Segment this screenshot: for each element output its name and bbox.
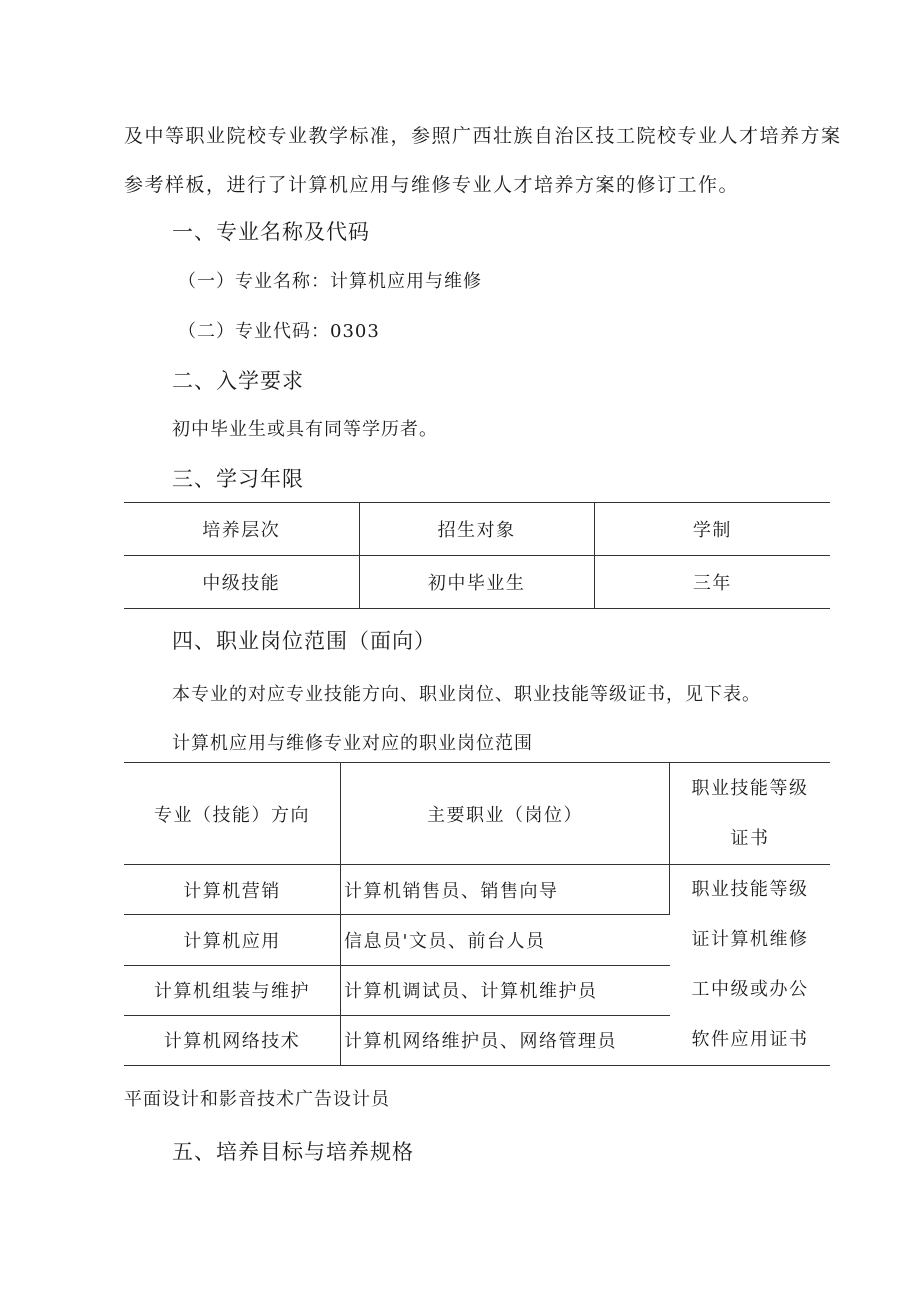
section-3-heading: 三、学习年限 [172, 467, 304, 491]
major-name: （一）专业名称：计算机应用与维修 [178, 271, 482, 292]
career-table-caption: 计算机应用与维修专业对应的职业岗位范围 [172, 733, 533, 754]
job-cell: 计算机调试员、计算机维护员 [341, 965, 670, 1015]
after-table-text: 平面设计和影音技术广告设计员 [124, 1089, 390, 1110]
section-4-intro: 本专业的对应专业技能方向、职业岗位、职业技能等级证书，见下表。 [172, 684, 761, 705]
certificate-line: 证计算机维修 [691, 929, 809, 950]
table-row [124, 556, 830, 609]
certificate-line: 软件应用证书 [691, 1029, 809, 1050]
certificate-cell [670, 865, 831, 1066]
table-header-row [124, 763, 830, 865]
major-code: （二）专业代码：0303 [178, 321, 380, 342]
direction-cell: 计算机营销 [124, 865, 341, 915]
certificate-line: 工中级或办公 [691, 979, 809, 1000]
job-cell: 计算机网络维护员、网络管理员 [341, 1015, 670, 1065]
table-cell: 初中毕业生 [359, 556, 594, 609]
direction-cell: 计算机应用 [124, 915, 341, 965]
direction-cell: 计算机组装与维护 [124, 965, 341, 1015]
table-header-cell: 专业（技能）方向 [124, 763, 341, 865]
direction-cell: 计算机网络技术 [124, 1015, 341, 1065]
job-cell: 信息员'文员、前台人员 [341, 915, 670, 965]
certificate-line: 职业技能等级 [691, 879, 809, 900]
intro-line-1: 及中等职业院校专业教学标准，参照广西壮族自治区技工院校专业人才培养方案 [124, 125, 842, 147]
study-years-table [124, 502, 830, 609]
section-4-heading: 四、职业岗位范围（面向） [172, 629, 436, 653]
table-header-cell: 培养层次 [124, 503, 359, 556]
career-scope-table [124, 762, 830, 1066]
table-cell: 中级技能 [124, 556, 359, 609]
table-header-cell: 主要职业（岗位） [341, 763, 670, 865]
certificate-header-line-1: 职业技能等级 [691, 777, 809, 799]
table-header-row [124, 503, 830, 556]
table-cell: 三年 [594, 556, 830, 609]
table-row [124, 865, 830, 915]
section-1-heading: 一、专业名称及代码 [172, 220, 370, 244]
certificate-header-line-2: 证书 [730, 827, 770, 849]
section-5-heading: 五、培养目标与培养规格 [172, 1140, 414, 1164]
table-header-cell: 招生对象 [359, 503, 594, 556]
job-cell: 计算机销售员、销售向导 [341, 865, 670, 915]
table-header-cell [670, 763, 831, 865]
admission-text: 初中毕业生或具有同等学历者。 [172, 419, 438, 440]
section-2-heading: 二、入学要求 [172, 369, 304, 393]
intro-line-2: 参考样板，进行了计算机应用与维修专业人才培养方案的修订工作。 [124, 174, 740, 196]
table-header-cell: 学制 [692, 520, 732, 541]
